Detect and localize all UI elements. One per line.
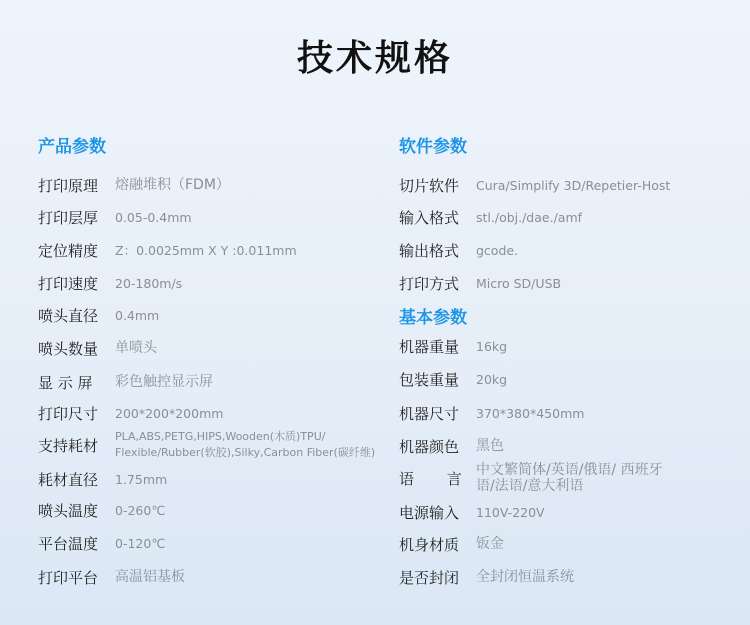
product-params-heading: 产品参数 (38, 137, 106, 157)
spec-row (38, 500, 165, 521)
spec-value: 0.4mm (115, 308, 160, 323)
spec-value: 中文繁简体/英语/俄语/ 西班牙语/法语/意大利语 (476, 462, 663, 494)
spec-label: 喷头数量 (38, 340, 99, 358)
spec-label: 包装重量 (399, 371, 460, 389)
spec-row (38, 372, 213, 393)
spec-value: Z：0.0025mm X Y :0.011mm (115, 243, 297, 258)
spec-value: 110V-220V (476, 505, 545, 520)
spec-row (38, 305, 159, 326)
spec-label: 喷头温度 (38, 502, 99, 520)
spec-value: 熔融堆积（FDM） (115, 177, 230, 193)
spec-value: Cura/Simplify 3D/Repetier-Host (476, 178, 671, 193)
spec-value: 全封闭恒温系统 (476, 569, 574, 585)
spec-value: 200*200*200mm (115, 406, 224, 421)
spec-label: 机器重量 (399, 338, 460, 356)
spec-row (399, 240, 518, 261)
spec-row (38, 175, 230, 196)
spec-label: 机器颜色 (399, 438, 460, 456)
spec-row (399, 369, 507, 390)
spec-label: 切片软件 (399, 177, 460, 195)
spec-value: 彩色触控显示屏 (115, 374, 213, 390)
spec-row (38, 567, 185, 588)
spec-label: 语 言 (399, 469, 462, 488)
spec-label: 是否封闭 (399, 569, 460, 587)
spec-row (38, 207, 192, 228)
spec-label: 打印方式 (399, 275, 460, 293)
spec-label: 喷头直径 (38, 307, 99, 325)
spec-value: 0-260℃ (115, 503, 166, 518)
spec-value: 黑色 (476, 438, 504, 454)
spec-value: gcode. (476, 243, 519, 258)
spec-label: 输入格式 (399, 209, 460, 227)
spec-row (38, 273, 182, 294)
spec-row (38, 240, 297, 261)
spec-label: 打印原理 (38, 177, 99, 195)
page-title: 技术规格 (296, 38, 453, 79)
spec-value: 高温铝基板 (115, 569, 185, 585)
spec-value: PLA,ABS,PETG,HIPS,Wooden(木质)TPU/ Flexible/Rubber(软胶),Silky,Carbon Fiber(碳纤维) (115, 430, 376, 459)
spec-value: 0-120℃ (115, 536, 166, 551)
spec-value: 钣金 (476, 536, 504, 552)
spec-row (399, 567, 574, 588)
spec-value: 单喷头 (115, 340, 157, 356)
spec-row (38, 403, 223, 424)
spec-label: 显 示 屏 (38, 374, 93, 392)
spec-value: 0.05-0.4mm (115, 210, 192, 225)
spec-value: 370*380*450mm (476, 406, 585, 421)
spec-row (38, 533, 165, 554)
spec-row (399, 403, 584, 424)
spec-label: 输出格式 (399, 242, 460, 260)
spec-label: 打印平台 (38, 569, 99, 587)
spec-row (399, 462, 666, 494)
spec-label: 打印尺寸 (38, 405, 99, 423)
spec-value: stl./obj./dae./amf (476, 210, 583, 225)
spec-row (38, 429, 395, 461)
spec-value: 16kg (476, 339, 508, 354)
spec-label: 机身材质 (399, 536, 460, 554)
spec-value: Micro SD/USB (476, 276, 562, 291)
spec-row (399, 436, 504, 457)
spec-value: 1.75mm (115, 472, 168, 487)
spec-label: 机器尺寸 (399, 405, 460, 423)
spec-row (399, 273, 561, 294)
basic-params-heading: 基本参数 (399, 308, 467, 328)
spec-label: 定位精度 (38, 242, 99, 260)
spec-row (399, 207, 582, 228)
spec-row (399, 175, 670, 196)
spec-value: 20-180m/s (115, 276, 183, 291)
spec-label: 打印层厚 (38, 209, 99, 227)
spec-label: 支持耗材 (38, 436, 99, 455)
spec-row (399, 336, 507, 357)
spec-row (399, 534, 504, 555)
spec-label: 平台温度 (38, 535, 99, 553)
spec-label: 电源输入 (399, 504, 460, 522)
spec-row (399, 502, 545, 523)
spec-row (38, 469, 167, 490)
spec-value: 20kg (476, 372, 508, 387)
spec-row (38, 338, 157, 359)
software-params-heading: 软件参数 (399, 137, 467, 157)
spec-label: 打印速度 (38, 275, 99, 293)
spec-label: 耗材直径 (38, 471, 99, 489)
